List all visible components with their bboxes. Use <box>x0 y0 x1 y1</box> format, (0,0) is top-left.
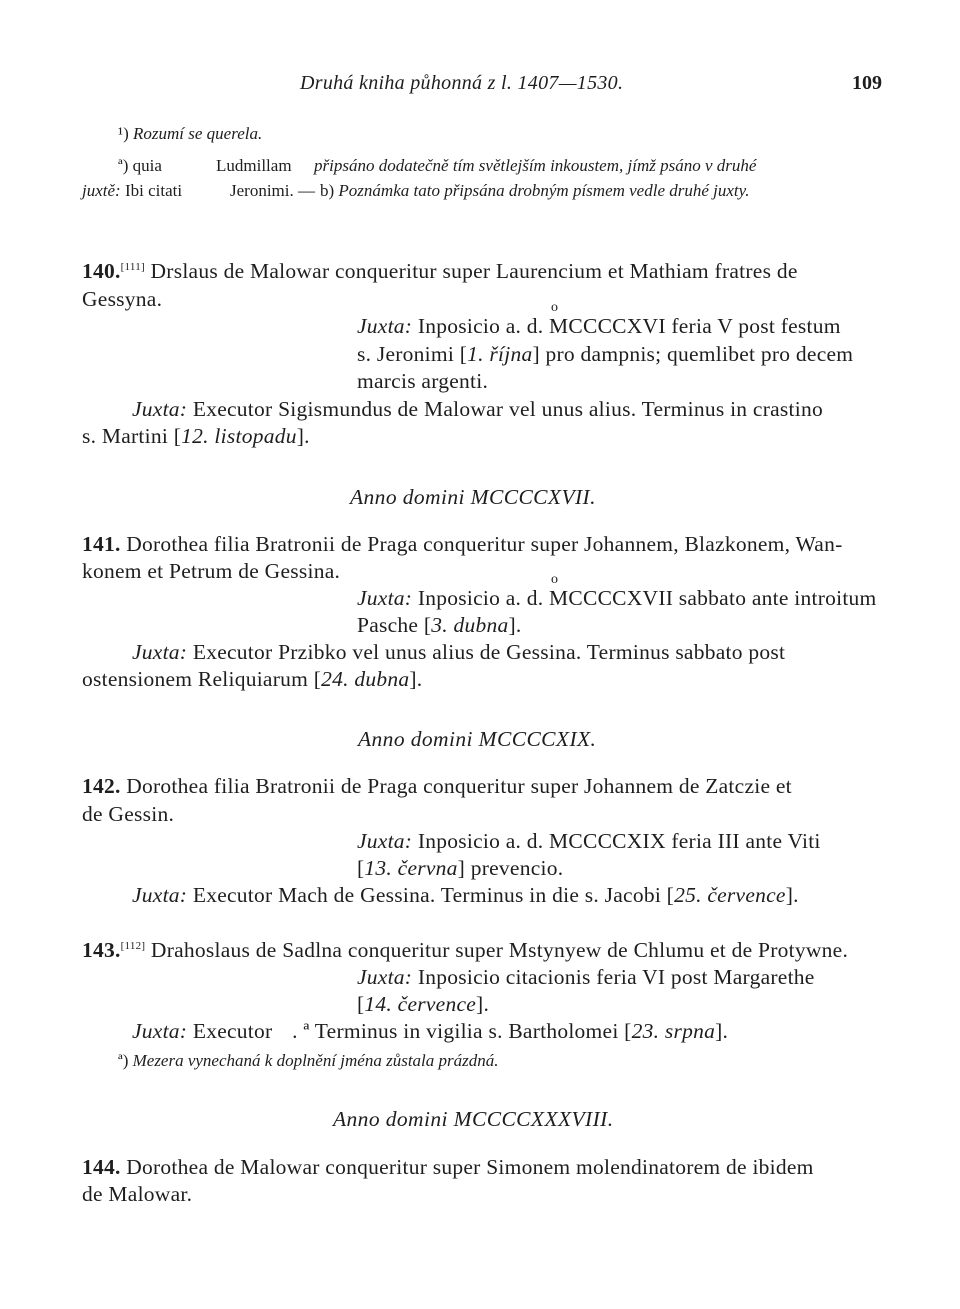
entry-141-juxta-2: Juxta: Executor Przibko vel unus alius de Gessina. Terminus sabbato post <box>132 640 786 664</box>
entry-141-juxta-2-line-2: ostensionem Reliquiarum [24. dubna]. <box>82 667 423 691</box>
entry-142-juxta-2: Juxta: Executor Mach de Gessina. Terminus in die s. Jacobi [25. července]. <box>132 883 799 907</box>
page-number: 109 <box>852 72 882 94</box>
footnote-a-line2: juxtě: Ibi citati <box>82 181 183 200</box>
entry-142-juxta-1: Juxta: Inposicio a. d. MCCCCXIX feria III ante Viti <box>357 829 821 853</box>
entry-number: 143. <box>82 938 121 962</box>
entry-143-juxta-2: Juxta: Executor . ª Terminus in vigilia s. Bartholomei [23. srpna]. <box>132 1019 729 1043</box>
entry-141-line-2: konem et Petrum de Gessina. <box>82 559 341 583</box>
entry-143-juxta-1: Juxta: Inposicio citacionis feria VI post Margarethe <box>357 965 815 989</box>
entry-number: 144. <box>82 1155 121 1179</box>
footnote-1-text: Rozumí se querela. <box>133 124 263 143</box>
entry-141-line-1: 141. Dorothea filia Bratronii de Praga conqueritur super Johannem, Blazkonem, Wan- <box>82 532 843 556</box>
footnote-a-right: připsáno dodatečně tím světlejším inkoustem, jímž psáno v druhé <box>314 156 757 175</box>
footnote-143: ª) Mezera vynechaná k doplnění jména zůstala prázdná. <box>118 1051 499 1070</box>
entry-140-juxta-2-line-2: s. Martini [12. listopadu]. <box>82 424 310 448</box>
entry-140-line-2: Gessyna. <box>82 287 163 311</box>
entry-140-juxta-1: Juxta: Inposicio a. d. o MCCCCXVI feria V post festum <box>357 314 841 339</box>
entry-144-line-2: de Malowar. <box>82 1182 193 1206</box>
entry-140-juxta-2: Juxta: Executor Sigismundus de Malowar vel unus alius. Terminus in crastino <box>132 397 823 421</box>
entry-number: 142. <box>82 774 121 798</box>
entry-143-line-1: 143.[112] Drahoslaus de Sadlna conqueritur super Mstynyew de Chlumu et de Protywne. <box>82 938 849 962</box>
entry-142-line-2: de Gessin. <box>82 802 175 826</box>
entry-140-juxta-1-line-3: marcis argenti. <box>357 369 489 393</box>
entry-140-line-1: 140.[111] Drslaus de Malowar conqueritur super Laurencium et Mathiam fratres de <box>82 259 798 283</box>
entry-143-juxta-1-line-2: [14. července]. <box>357 992 490 1016</box>
year-heading: Anno domini MCCCCXIX. <box>358 727 597 751</box>
running-title: Druhá kniha půhonná z l. 1407—1530. <box>300 72 624 94</box>
entry-141-juxta-1-line-2: Pasche [3. dubna]. <box>357 613 522 637</box>
footnote-a-line1: ª) quia <box>118 156 162 175</box>
footnote-1: ¹) Rozumí se querela. <box>118 124 263 143</box>
year-heading: Anno domini MCCCCXXXVIII. <box>333 1107 614 1131</box>
entry-140-juxta-1-line-2: s. Jeronimi [1. října] pro dampnis; quemlibet pro decem <box>357 342 854 366</box>
entry-number: 140. <box>82 259 121 283</box>
entry-141-juxta-1: Juxta: Inposicio a. d. o MCCCCXVII sabbato ante introitum <box>357 586 877 611</box>
entry-number: 141. <box>82 532 121 556</box>
footnote-a-line2-mid: Jeronimi. — <box>230 181 315 200</box>
footnote-a-mid: Ludmillam <box>216 156 292 175</box>
entry-144-line-1: 144. Dorothea de Malowar conqueritur super Simonem molendinatorem de ibidem <box>82 1155 814 1179</box>
footnote-b: b) Poznámka tato připsána drobným písmem vedle druhé juxty. <box>320 181 750 200</box>
entry-142-juxta-1-line-2: [13. června] prevencio. <box>357 856 564 880</box>
year-heading: Anno domini MCCCCXVII. <box>350 485 596 509</box>
entry-142-line-1: 142. Dorothea filia Bratronii de Praga conqueritur super Johannem de Zatczie et <box>82 774 792 798</box>
